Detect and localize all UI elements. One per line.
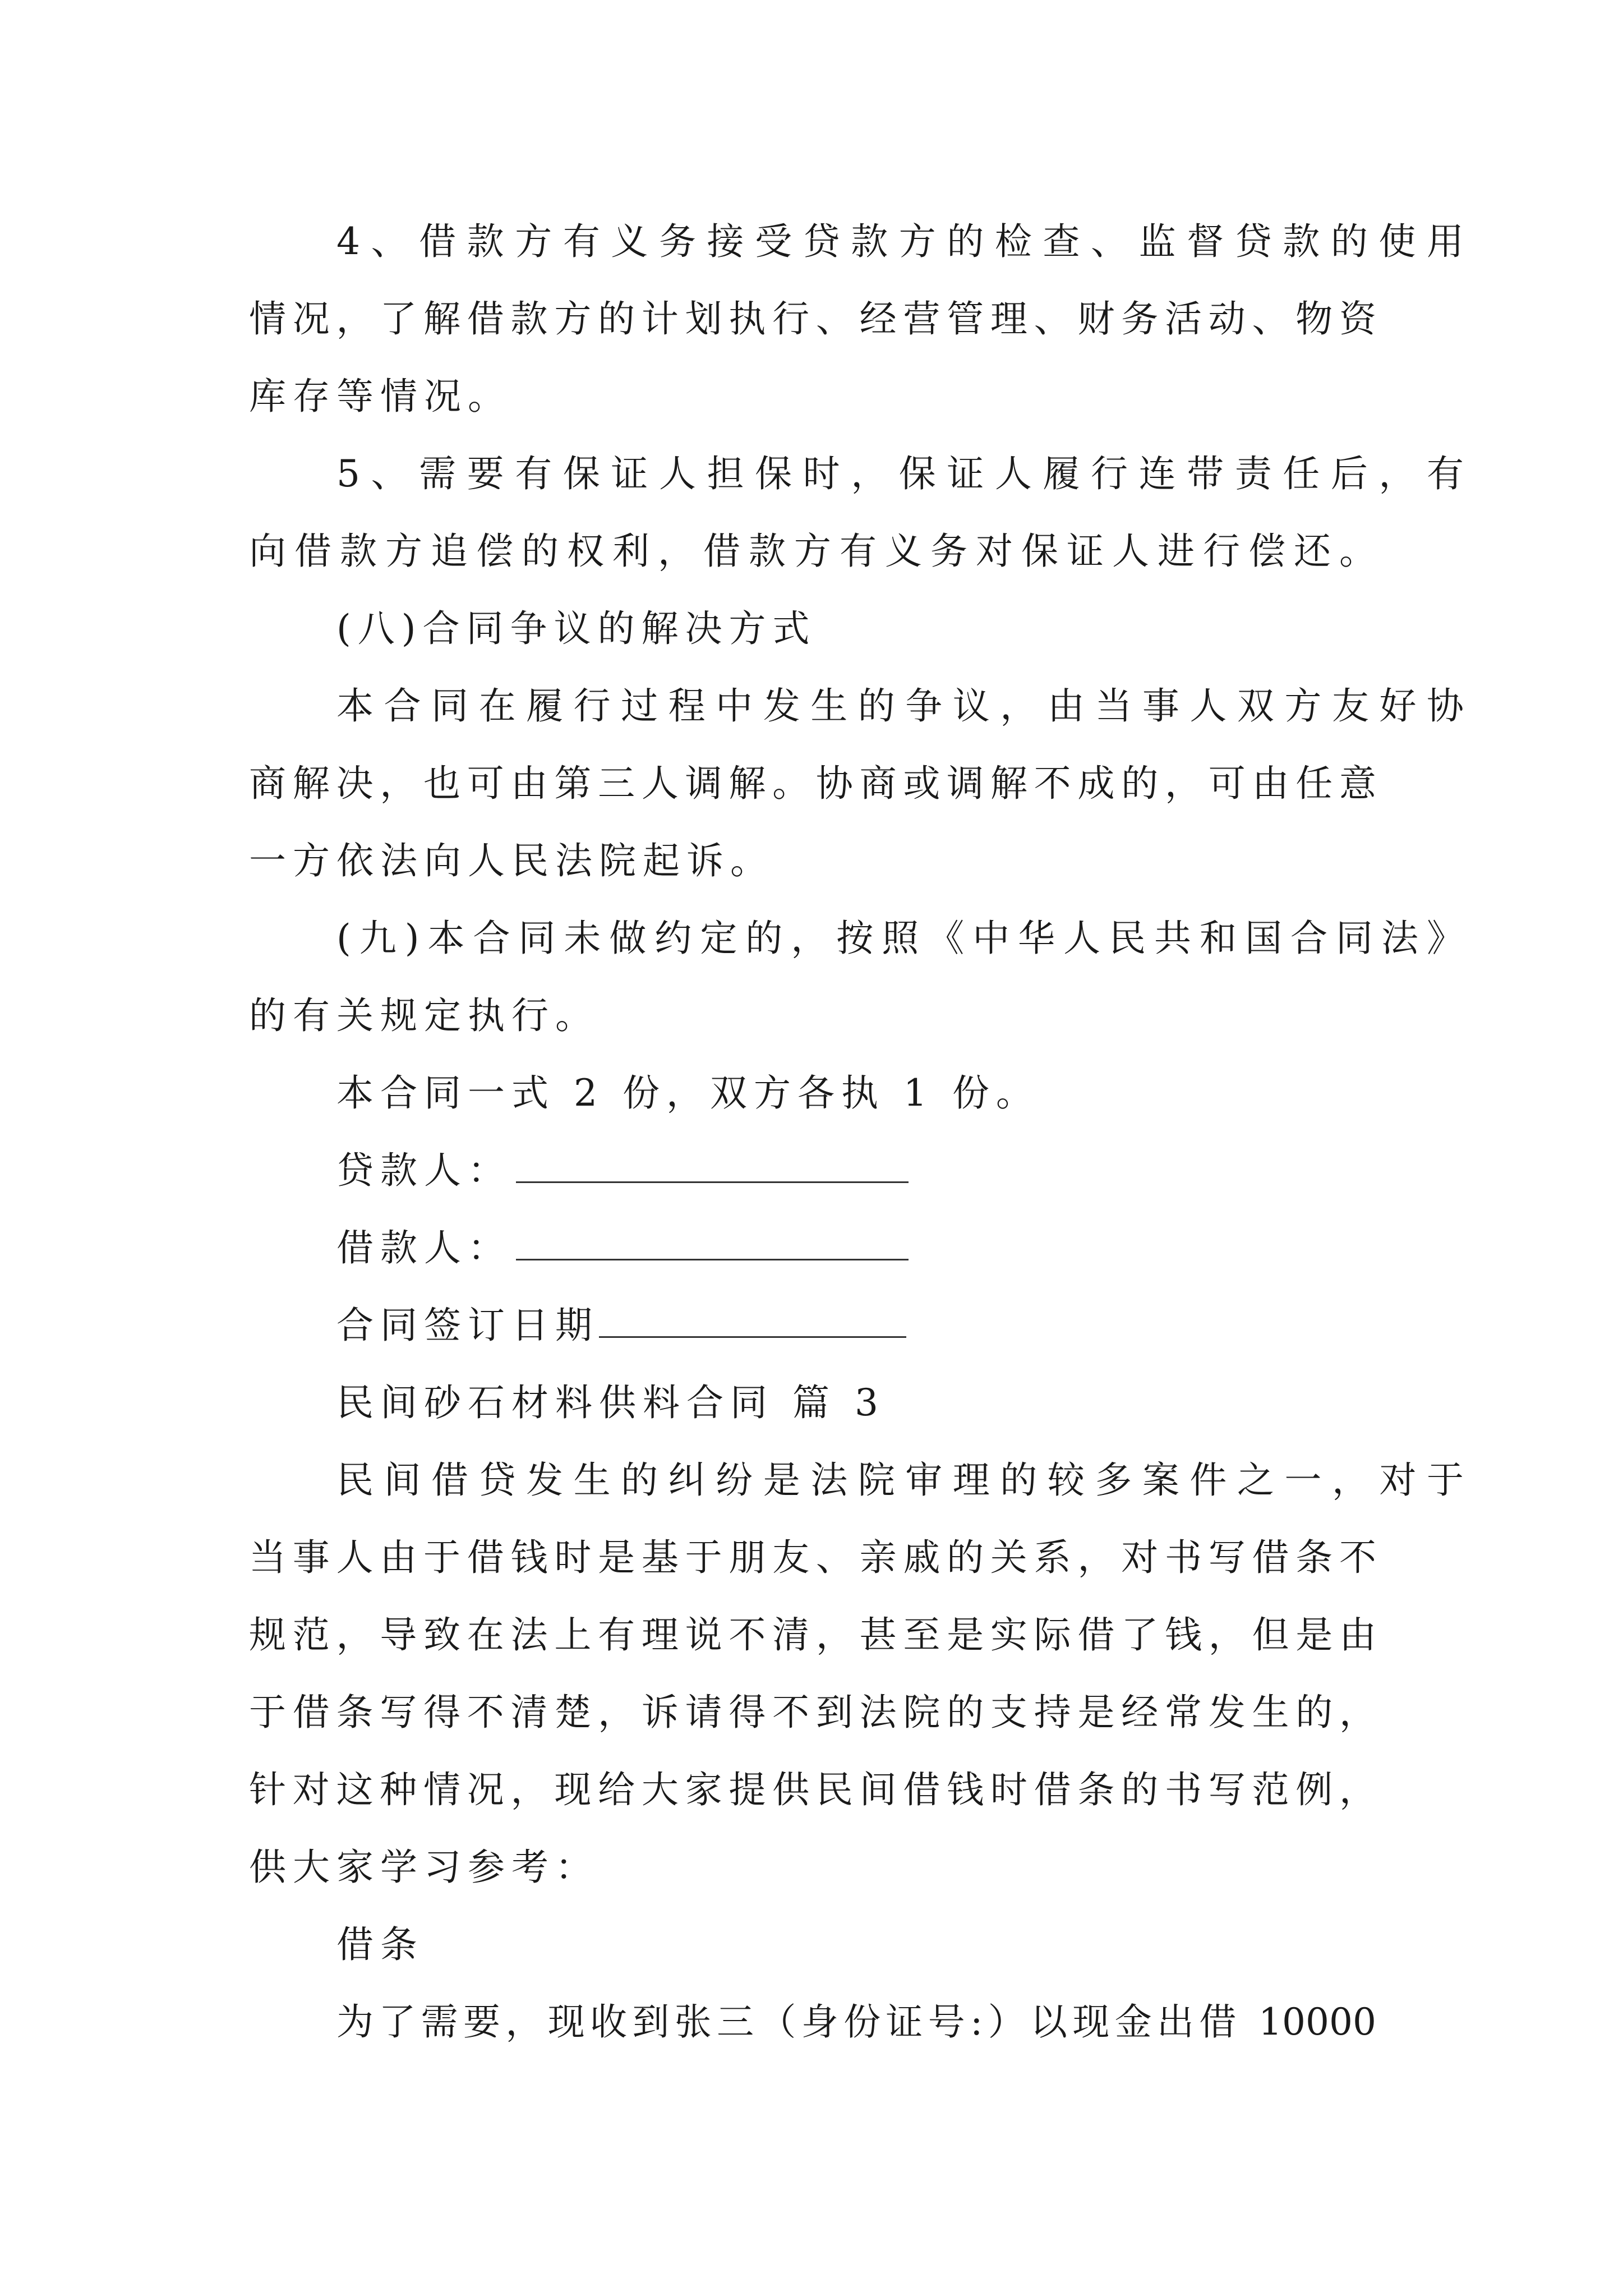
borrower-blank	[516, 1225, 909, 1260]
paragraph-line: 规范，导致在法上有理说不清，甚至是实际借了钱，但是由	[249, 1613, 1376, 1657]
paragraph-line: 本合同在履行过程中发生的争议，由当事人双方友好协	[336, 684, 1464, 728]
section-heading: (八)合同争议的解决方式	[336, 607, 817, 650]
paragraph-line: 4、借款方有义务接受贷款方的检查、监督贷款的使用	[336, 220, 1464, 263]
paragraph-line: 针对这种情况，现给大家提供民间借钱时借条的书写范例，	[249, 1768, 1376, 1811]
paragraph-line: (九)本合同未做约定的，按照《中华人民共和国合同法》	[336, 917, 1464, 960]
paragraph-line: 5、需要有保证人担保时，保证人履行连带责任后，有	[336, 452, 1464, 495]
iou-title: 借条	[336, 1923, 424, 1966]
section-title: 民间砂石材料供料合同 篇 3	[336, 1381, 885, 1424]
paragraph-line: 商解决，也可由第三人调解。协商或调解不成的，可由任意	[249, 762, 1376, 805]
sign-date-blank	[599, 1303, 906, 1338]
paragraph-line: 为了需要，现收到张三（身份证号:）以现金出借 10000	[336, 2000, 1376, 2044]
paragraph-line: 一方依法向人民法院起诉。	[249, 839, 774, 882]
paragraph-line: 供大家学习参考：	[249, 1846, 599, 1889]
copies-note: 本合同一式 2 份，双方各执 1 份。	[336, 1071, 1040, 1115]
borrower-signature-line	[336, 1220, 909, 1276]
lender-signature-line	[336, 1143, 909, 1199]
sign-date-line	[336, 1297, 906, 1354]
lender-blank	[516, 1148, 909, 1183]
paragraph-line: 向借款方追偿的权利，借款方有义务对保证人进行偿还。	[249, 530, 1376, 573]
lender-label: 贷款人：	[336, 1149, 511, 1192]
paragraph-line: 于借条写得不清楚，诉请得不到法院的支持是经常发生的，	[249, 1691, 1376, 1734]
paragraph-line: 情况，了解借款方的计划执行、经营管理、财务活动、物资	[249, 297, 1376, 341]
paragraph-line: 当事人由于借钱时是基于朋友、亲戚的关系，对书写借条不	[249, 1536, 1376, 1579]
paragraph-line: 民间借贷发生的纠纷是法院审理的较多案件之一，对于	[336, 1458, 1464, 1502]
paragraph-line: 的有关规定执行。	[249, 994, 599, 1037]
paragraph-line: 库存等情况。	[249, 375, 511, 418]
borrower-label: 借款人：	[336, 1226, 511, 1269]
sign-date-label: 合同签订日期	[336, 1304, 599, 1347]
